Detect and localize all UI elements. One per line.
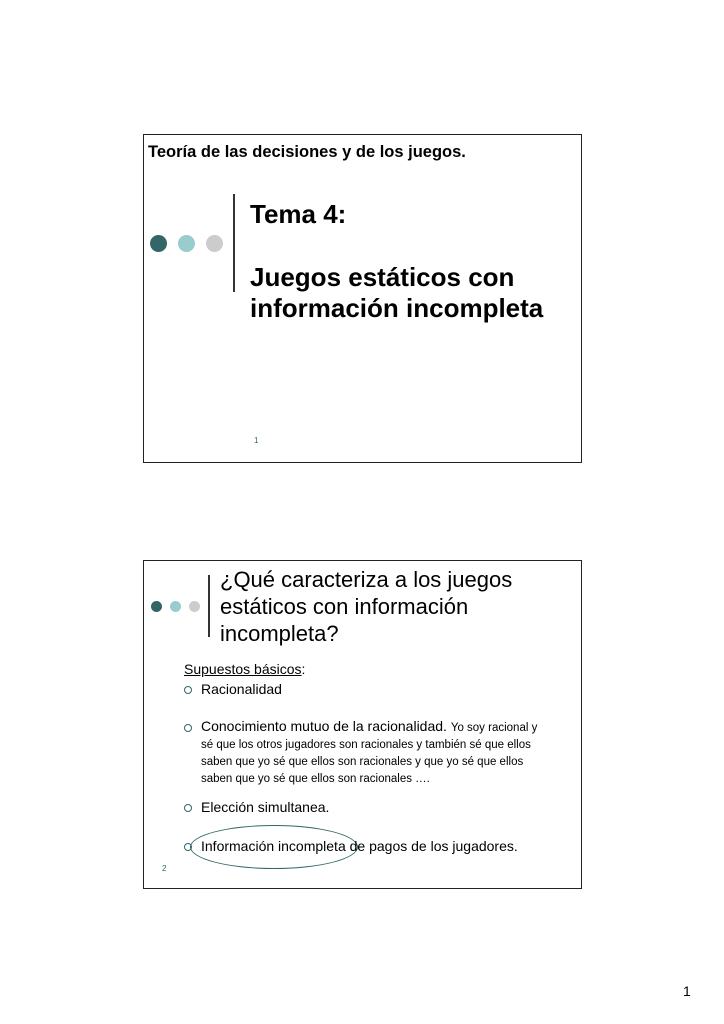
bullet-text: Conocimiento mutuo de la racionalidad. — [201, 718, 447, 734]
bullet-body — [201, 719, 550, 787]
decorative-dots — [150, 235, 223, 252]
slide-2 — [143, 560, 582, 889]
dot-light-teal-icon — [170, 601, 181, 612]
dot-gray-icon — [189, 601, 200, 612]
section-label — [184, 661, 305, 677]
slide-1 — [143, 134, 582, 463]
bullet-text: Racionalidad — [201, 681, 282, 697]
bullet-circle-icon — [184, 686, 192, 694]
dot-gray-icon — [206, 235, 223, 252]
bullet-detail: Yo soy racional y sé que los otros jugadores son racionales y también sé que ellos saben que yo sé que ellos son racionales y que yo sé que ellos saben que yo sé que ellos son racionales …. — [201, 722, 538, 785]
bullet-text: Elección simultanea. — [201, 799, 330, 815]
bullet-circle-icon — [184, 804, 192, 812]
bullet-item — [184, 681, 282, 697]
dot-dark-teal-icon — [150, 235, 167, 252]
bullet-item — [184, 799, 329, 815]
slide-number: 1 — [254, 436, 259, 445]
bullet-circle-icon — [184, 843, 192, 851]
course-title: Teoría de las decisiones y de los juegos. — [148, 143, 466, 161]
bullet-circle-icon — [184, 724, 192, 732]
dot-light-teal-icon — [178, 235, 195, 252]
bullet-text: de pagos de los jugadores. — [345, 838, 518, 854]
slide-title: Tema 4: — [250, 199, 347, 229]
section-label-colon: : — [301, 661, 306, 677]
bullet-item — [184, 719, 550, 787]
dot-dark-teal-icon — [151, 601, 162, 612]
slide-number: 2 — [162, 864, 167, 873]
bullet-item — [184, 838, 518, 854]
slide-title: ¿Qué caracteriza a los juegos estáticos con información incompleta? — [220, 567, 513, 646]
slide-subtitle: Juegos estáticos con información incompleta — [250, 262, 544, 323]
section-label-text: Supuestos básicos — [184, 661, 302, 677]
highlighted-text: Información incompleta — [201, 838, 346, 854]
vertical-divider — [208, 575, 210, 637]
page-number: 1 — [683, 983, 691, 999]
decorative-dots — [151, 601, 200, 612]
vertical-divider — [233, 194, 235, 292]
